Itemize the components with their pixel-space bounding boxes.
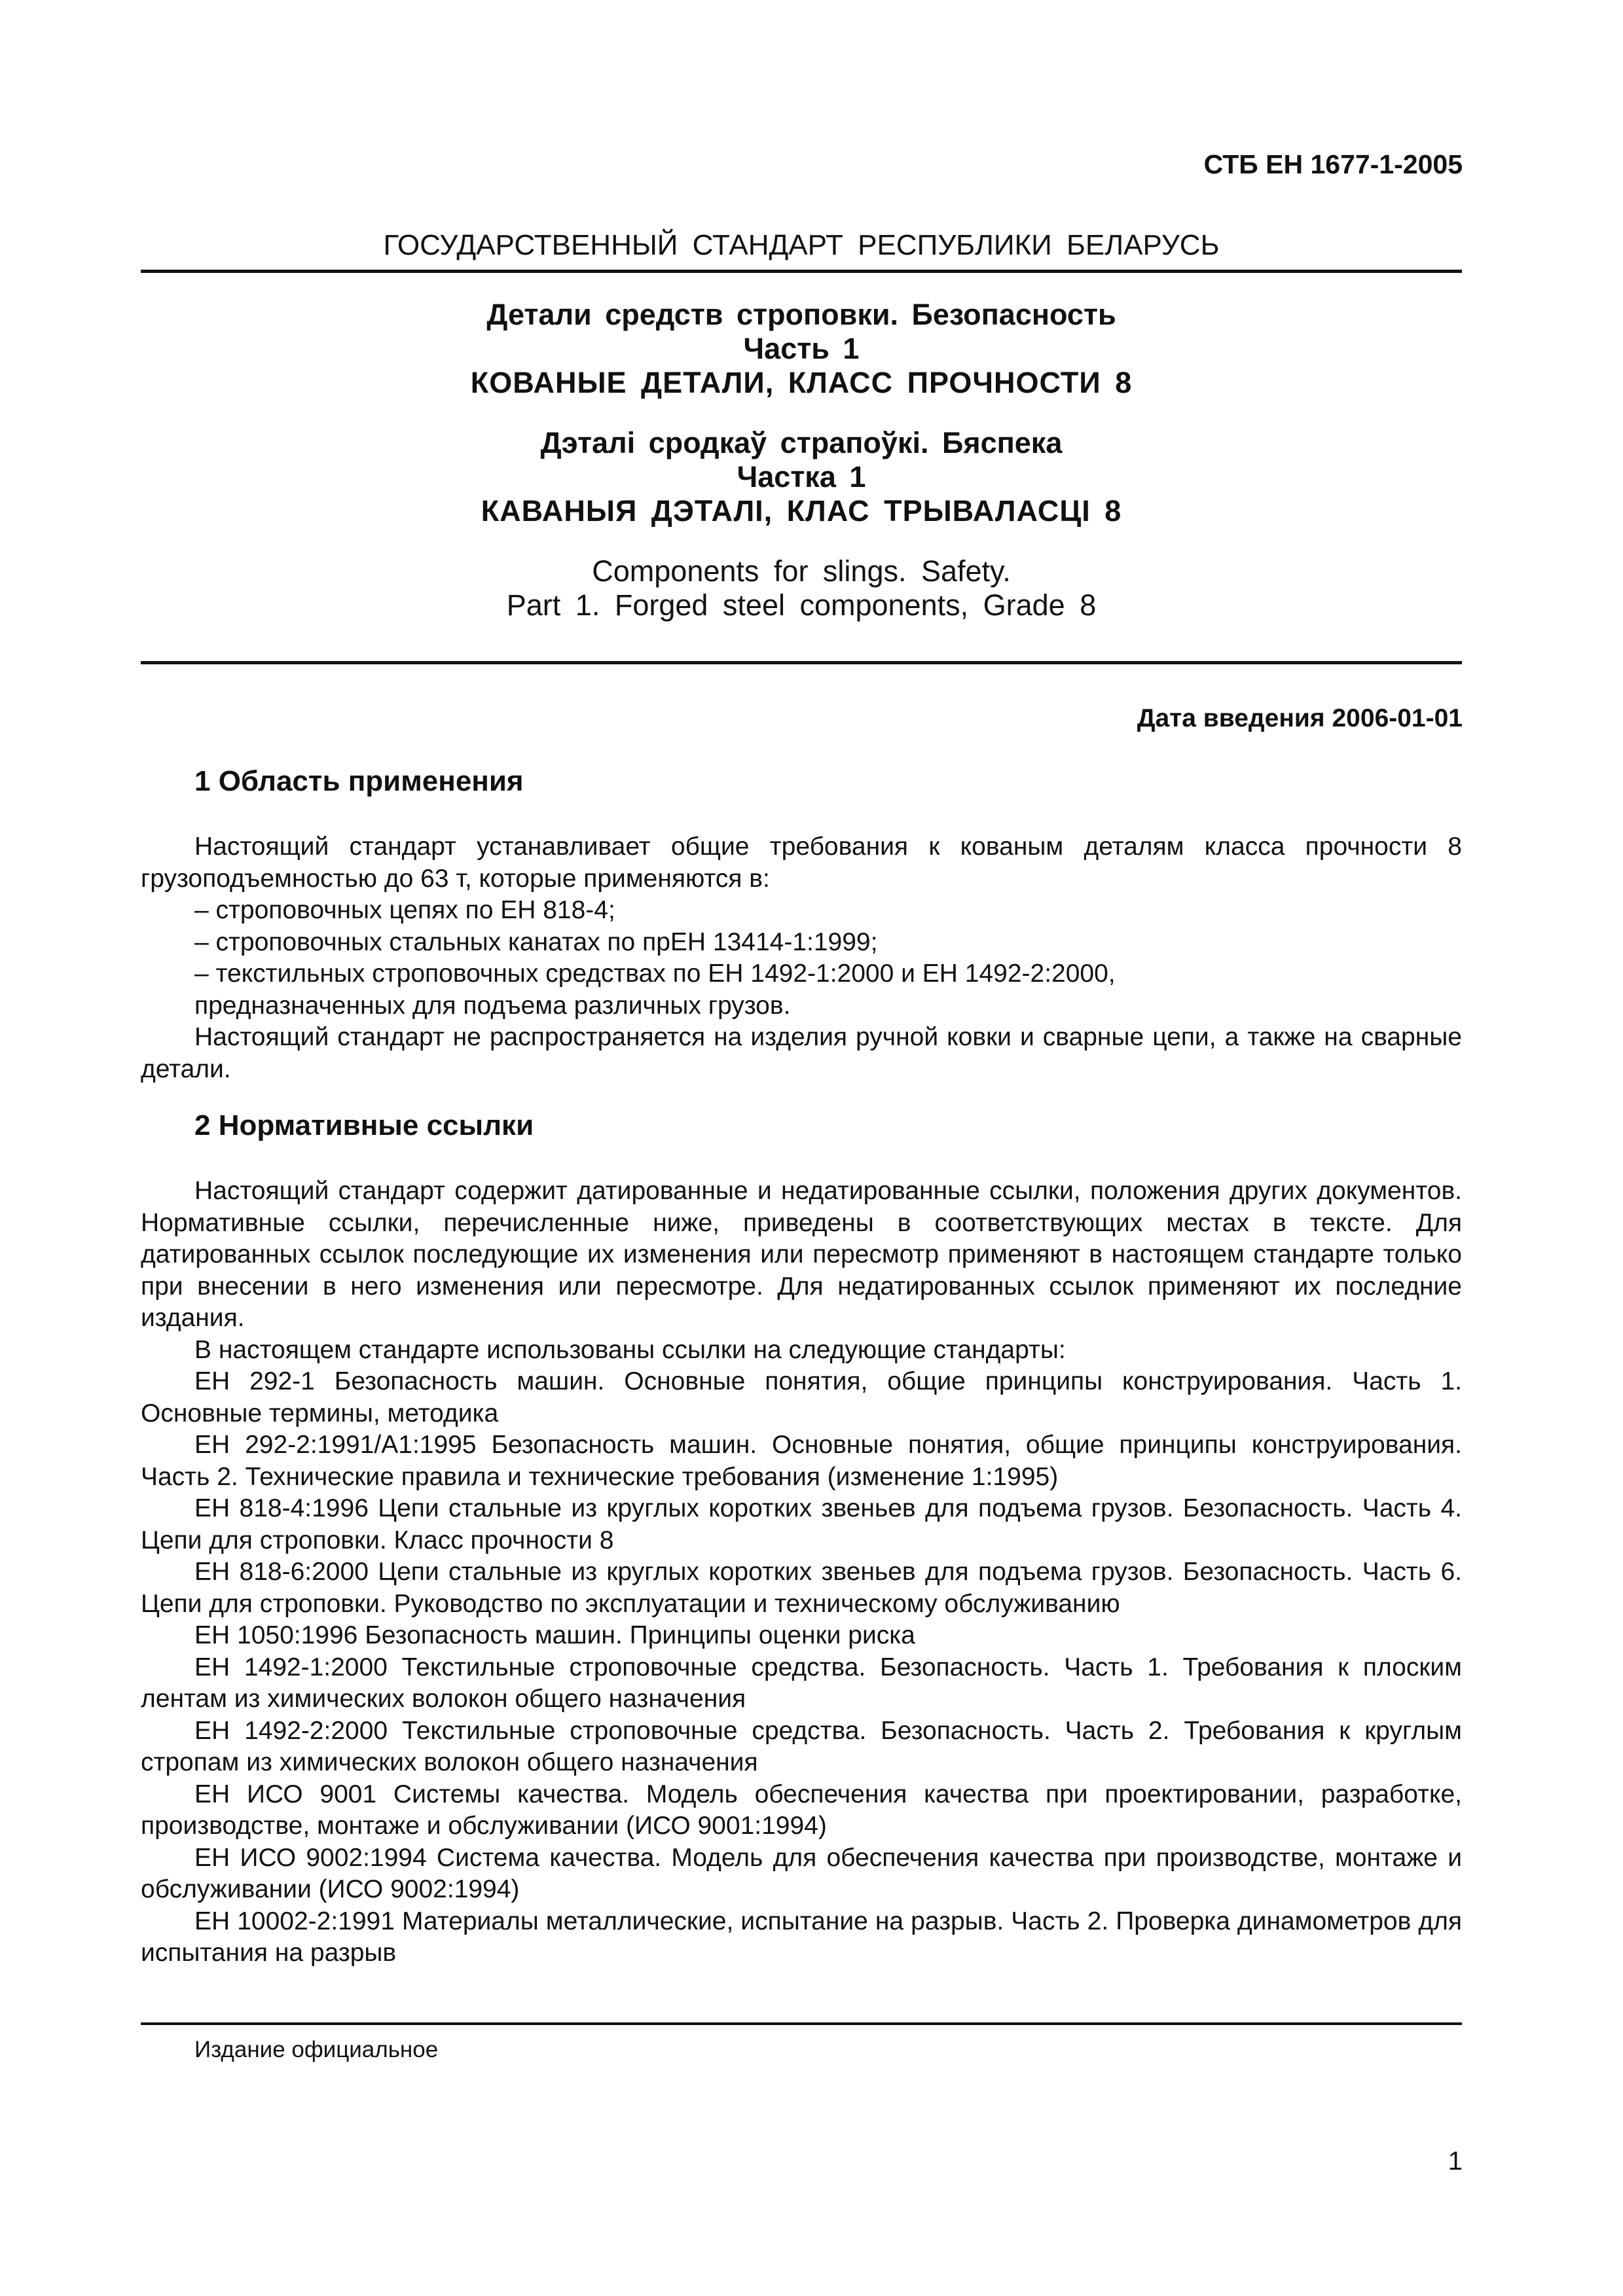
paragraph: В настоящем стандарте использованы ссылки на следующие стандарты: xyxy=(194,1335,1066,1364)
reference-entry: ЕН 1050:1996 Безопасность машин. Принципы оценки риска xyxy=(194,1621,915,1649)
document-number: СТБ ЕН 1677-1-2005 xyxy=(1203,149,1463,179)
title-line: Часть 1 xyxy=(743,332,860,365)
title-line: Components for slings. Safety. xyxy=(592,554,1011,588)
title-divider xyxy=(141,661,1462,664)
reference-entry: ЕН 818-6:2000 Цепи стальные из круглых коротких звеньев для подъема грузов. Безопасность. Часть 6. Цепи для строповки. Руководство по эксплуатации и техническому обслуживанию xyxy=(141,1558,1462,1618)
list-item: – текстильных строповочных средствах по ЕН 1492-1:2000 и ЕН 1492-2:2000, xyxy=(194,960,1116,988)
title-line: КОВАНЫЕ ДЕТАЛИ, КЛАСС ПРОЧНОСТИ 8 xyxy=(470,366,1133,399)
footer-divider xyxy=(141,2022,1462,2025)
list-item: – строповочных стальных канатах по прЕН 13414-1:1999; xyxy=(194,927,878,956)
section-spacer xyxy=(141,1085,1462,1109)
top-divider xyxy=(141,270,1462,273)
document-body xyxy=(141,764,1462,1969)
list-item: – строповочных цепях по ЕН 818-4; xyxy=(194,896,615,924)
reference-entry: ЕН 1492-2:2000 Текстильные строповочные средства. Безопасность. Часть 2. Требования к круглым стропам из химических волокон общего назначения xyxy=(141,1716,1462,1776)
reference-entry: ЕН 292-1 Безопасность машин. Основные понятия, общие принципы конструирования. Часть 1. Основные термины, методика xyxy=(141,1367,1462,1427)
section-heading: 2 Нормативные ссылки xyxy=(194,1109,534,1141)
reference-entry: ЕН 818-4:1996 Цепи стальные из круглых коротких звеньев для подъема грузов. Безопасность. Часть 4. Цепи для строповки. Класс прочности 8 xyxy=(141,1494,1462,1554)
state-standard-heading: ГОСУДАРСТВЕННЫЙ СТАНДАРТ РЕСПУБЛИКИ БЕЛАРУСЬ xyxy=(383,229,1220,261)
introduction-date: Дата введения 2006-01-01 xyxy=(1137,704,1463,732)
paragraph: Настоящий стандарт не распространяется на изделия ручной ковки и сварные цепи, а также на сварные детали. xyxy=(141,1023,1462,1083)
page-number: 1 xyxy=(1448,2147,1463,2176)
title-russian xyxy=(141,298,1462,400)
reference-entry: ЕН 1492-1:2000 Текстильные строповочные средства. Безопасность. Часть 1. Требования к плоским лентам из химических волокон общего назначения xyxy=(141,1653,1462,1713)
title-line: Детали средств строповки. Безопасность xyxy=(486,298,1116,331)
title-block xyxy=(141,298,1462,649)
list-item: предназначенных для подъема различных грузов. xyxy=(194,991,791,1020)
title-line: Part 1. Forged steel components, Grade 8 xyxy=(506,588,1097,622)
title-line: Частка 1 xyxy=(737,460,866,493)
edition-note: Издание официальное xyxy=(194,2037,439,2062)
reference-entry: ЕН ИСО 9002:1994 Система качества. Модель для обеспечения качества при производстве, монтаже и обслуживании (ИСО 9002:1994) xyxy=(141,1843,1462,1903)
title-line: Дэталі сродкаў страпоўкі. Бяспека xyxy=(540,426,1063,459)
reference-entry: ЕН 292-2:1991/А1:1995 Безопасность машин. Основные понятия, общие принципы конструирования. Часть 2. Технические правила и технические требования (изменение 1:1995) xyxy=(141,1431,1462,1491)
section-heading: 1 Область применения xyxy=(194,765,524,797)
paragraph: Настоящий стандарт содержит датированные и недатированные ссылки, положения других документов. Нормативные ссылки, перечисленные ниже, приведены в соответствующих местах в тексте. Для датированных ссылок последующие их изменения или пересмотр применяют в настоящем стандарте только при внесении в него изменения или пересмотре. Для недатированных ссылок применяют их последние издания. xyxy=(141,1177,1462,1332)
reference-entry: ЕН ИСО 9001 Системы качества. Модель обеспечения качества при проектировании, разработке, производстве, монтаже и обслуживании (ИСО 9001:1994) xyxy=(141,1780,1462,1840)
reference-entry: ЕН 10002-2:1991 Материалы металлические, испытание на разрыв. Часть 2. Проверка динамометров для испытания на разрыв xyxy=(141,1907,1462,1967)
title-line: КАВАНЫЯ ДЭТАЛІ, КЛАС ТРЫВАЛАСЦІ 8 xyxy=(481,494,1122,528)
paragraph: Настоящий стандарт устанавливает общие требования к кованым деталям класса прочности 8 грузоподъемностью до 63 т, которые применяются в: xyxy=(141,833,1462,893)
title-belarusian xyxy=(141,426,1462,528)
title-english xyxy=(141,554,1462,622)
